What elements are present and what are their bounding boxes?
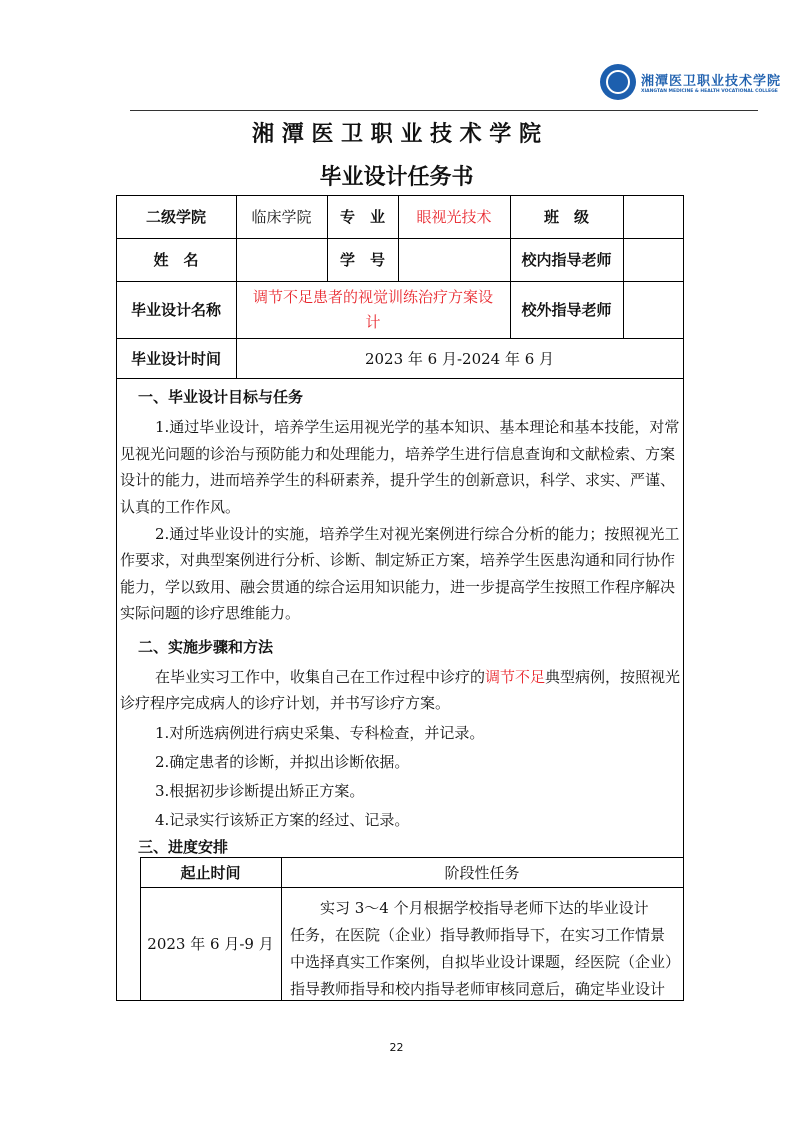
schedule-header-task: 阶段性任务 xyxy=(444,863,520,882)
p3-text: 在毕业实习工作中，收集自己在工作过程中诊疗的 xyxy=(155,668,486,686)
p1-line: 见视光问题的诊治与预防能力和处理能力，培养学生进行信息查询和文献检索、方案 xyxy=(120,445,676,463)
name-value[interactable] xyxy=(236,238,327,281)
schedule-task-line: 指导教师指导和校内指导老师审核同意后，确定毕业设计 xyxy=(290,980,666,998)
p1-line: 1.通过毕业设计，培养学生运用视光学的基本知识、基本理论和基本技能，对常 xyxy=(155,418,680,436)
p1-line: 设计的能力，进而培养学生的科研素养，提升学生的创新意识，科学、求实、严谨、 xyxy=(120,471,676,489)
page-number: 22 xyxy=(389,1041,404,1054)
name-label: 姓 名 xyxy=(153,251,199,269)
project-line-1: 调节不足患者的视觉训练治疗方案设 xyxy=(252,287,493,306)
college-logo xyxy=(600,64,781,100)
step-item: 3.根据初步诊断提出矫正方案。 xyxy=(155,782,365,800)
time-value: 2023 年 6 月-2024 年 6 月 xyxy=(364,349,555,368)
logo-en: XIANGTAN MEDICINE & HEALTH VOCATIONAL COLLEGE xyxy=(641,89,778,94)
section-1-heading: 一、毕业设计目标与任务 xyxy=(138,388,304,406)
major-value: 眼视光技术 xyxy=(416,208,492,226)
id-value[interactable] xyxy=(398,238,510,281)
doc-title: 湘 潭 医 卫 职 业 技 术 学 院 xyxy=(252,122,541,147)
p2-line: 能力，学以致用、融会贯通的综合运用知识能力，进一步提高学生按照工作程序解决 xyxy=(120,578,676,596)
p3-line: 诊疗程序完成病人的诊疗计划，并书写诊疗方案。 xyxy=(120,694,451,712)
p3-line xyxy=(155,668,680,686)
outer-teacher-label: 校外指导老师 xyxy=(521,301,612,319)
step-item: 2.确定患者的诊断，并拟出诊断依据。 xyxy=(155,753,410,771)
schedule-task-line: 中选择真实工作案例，自拟毕业设计课题，经医院（企业） xyxy=(290,953,681,971)
project-value xyxy=(236,281,510,338)
p2-line: 实际问题的诊疗思维能力。 xyxy=(120,604,301,622)
college-seal-icon xyxy=(600,64,636,100)
class-label: 班 级 xyxy=(543,208,589,226)
time-label: 毕业设计时间 xyxy=(130,349,221,368)
schedule-header-time: 起止时间 xyxy=(180,863,241,882)
schedule-row-time: 2023 年 6 月-9 月 xyxy=(147,935,274,953)
step-item: 4.记录实行该矫正方案的经过、记录。 xyxy=(155,811,410,829)
p3-text: 典型病例，按照视光 xyxy=(545,668,681,686)
p2-line: 作要求，对典型案例进行分析、诊断、制定矫正方案，培养学生医患沟通和同行协作 xyxy=(120,551,676,569)
project-line-2: 计 xyxy=(365,312,381,331)
section-3-heading: 三、进度安排 xyxy=(138,838,229,856)
college-label: 二级学院 xyxy=(145,208,206,226)
project-label: 毕业设计名称 xyxy=(130,301,221,319)
schedule-task-line: 实习 3～4 个月根据学校指导老师下达的毕业设计 xyxy=(320,899,649,917)
p1-line: 认真的工作作风。 xyxy=(120,498,241,516)
header-divider xyxy=(130,110,758,111)
outer-teacher-value[interactable] xyxy=(623,281,683,338)
id-label: 学 号 xyxy=(339,251,385,269)
class-value[interactable] xyxy=(623,195,683,238)
inner-teacher-label: 校内指导老师 xyxy=(521,251,612,269)
p2-line: 2.通过毕业设计的实施，培养学生对视光案例进行综合分析的能力；按照视光工 xyxy=(155,525,680,543)
step-item: 1.对所选病例进行病史采集、专科检查，并记录。 xyxy=(155,724,485,742)
doc-subtitle: 毕业设计任务书 xyxy=(319,165,474,190)
major-label: 专 业 xyxy=(339,208,385,226)
inner-teacher-value[interactable] xyxy=(623,238,683,281)
p3-highlight: 调节不足 xyxy=(485,668,546,686)
section-2-heading: 二、实施步骤和方法 xyxy=(138,638,274,656)
schedule-task-line: 任务，在医院（企业）指导教师指导下，在实习工作情景 xyxy=(290,926,666,944)
logo-cn: 湘潭医卫职业技术学院 xyxy=(641,74,782,89)
college-value: 临床学院 xyxy=(251,208,312,226)
